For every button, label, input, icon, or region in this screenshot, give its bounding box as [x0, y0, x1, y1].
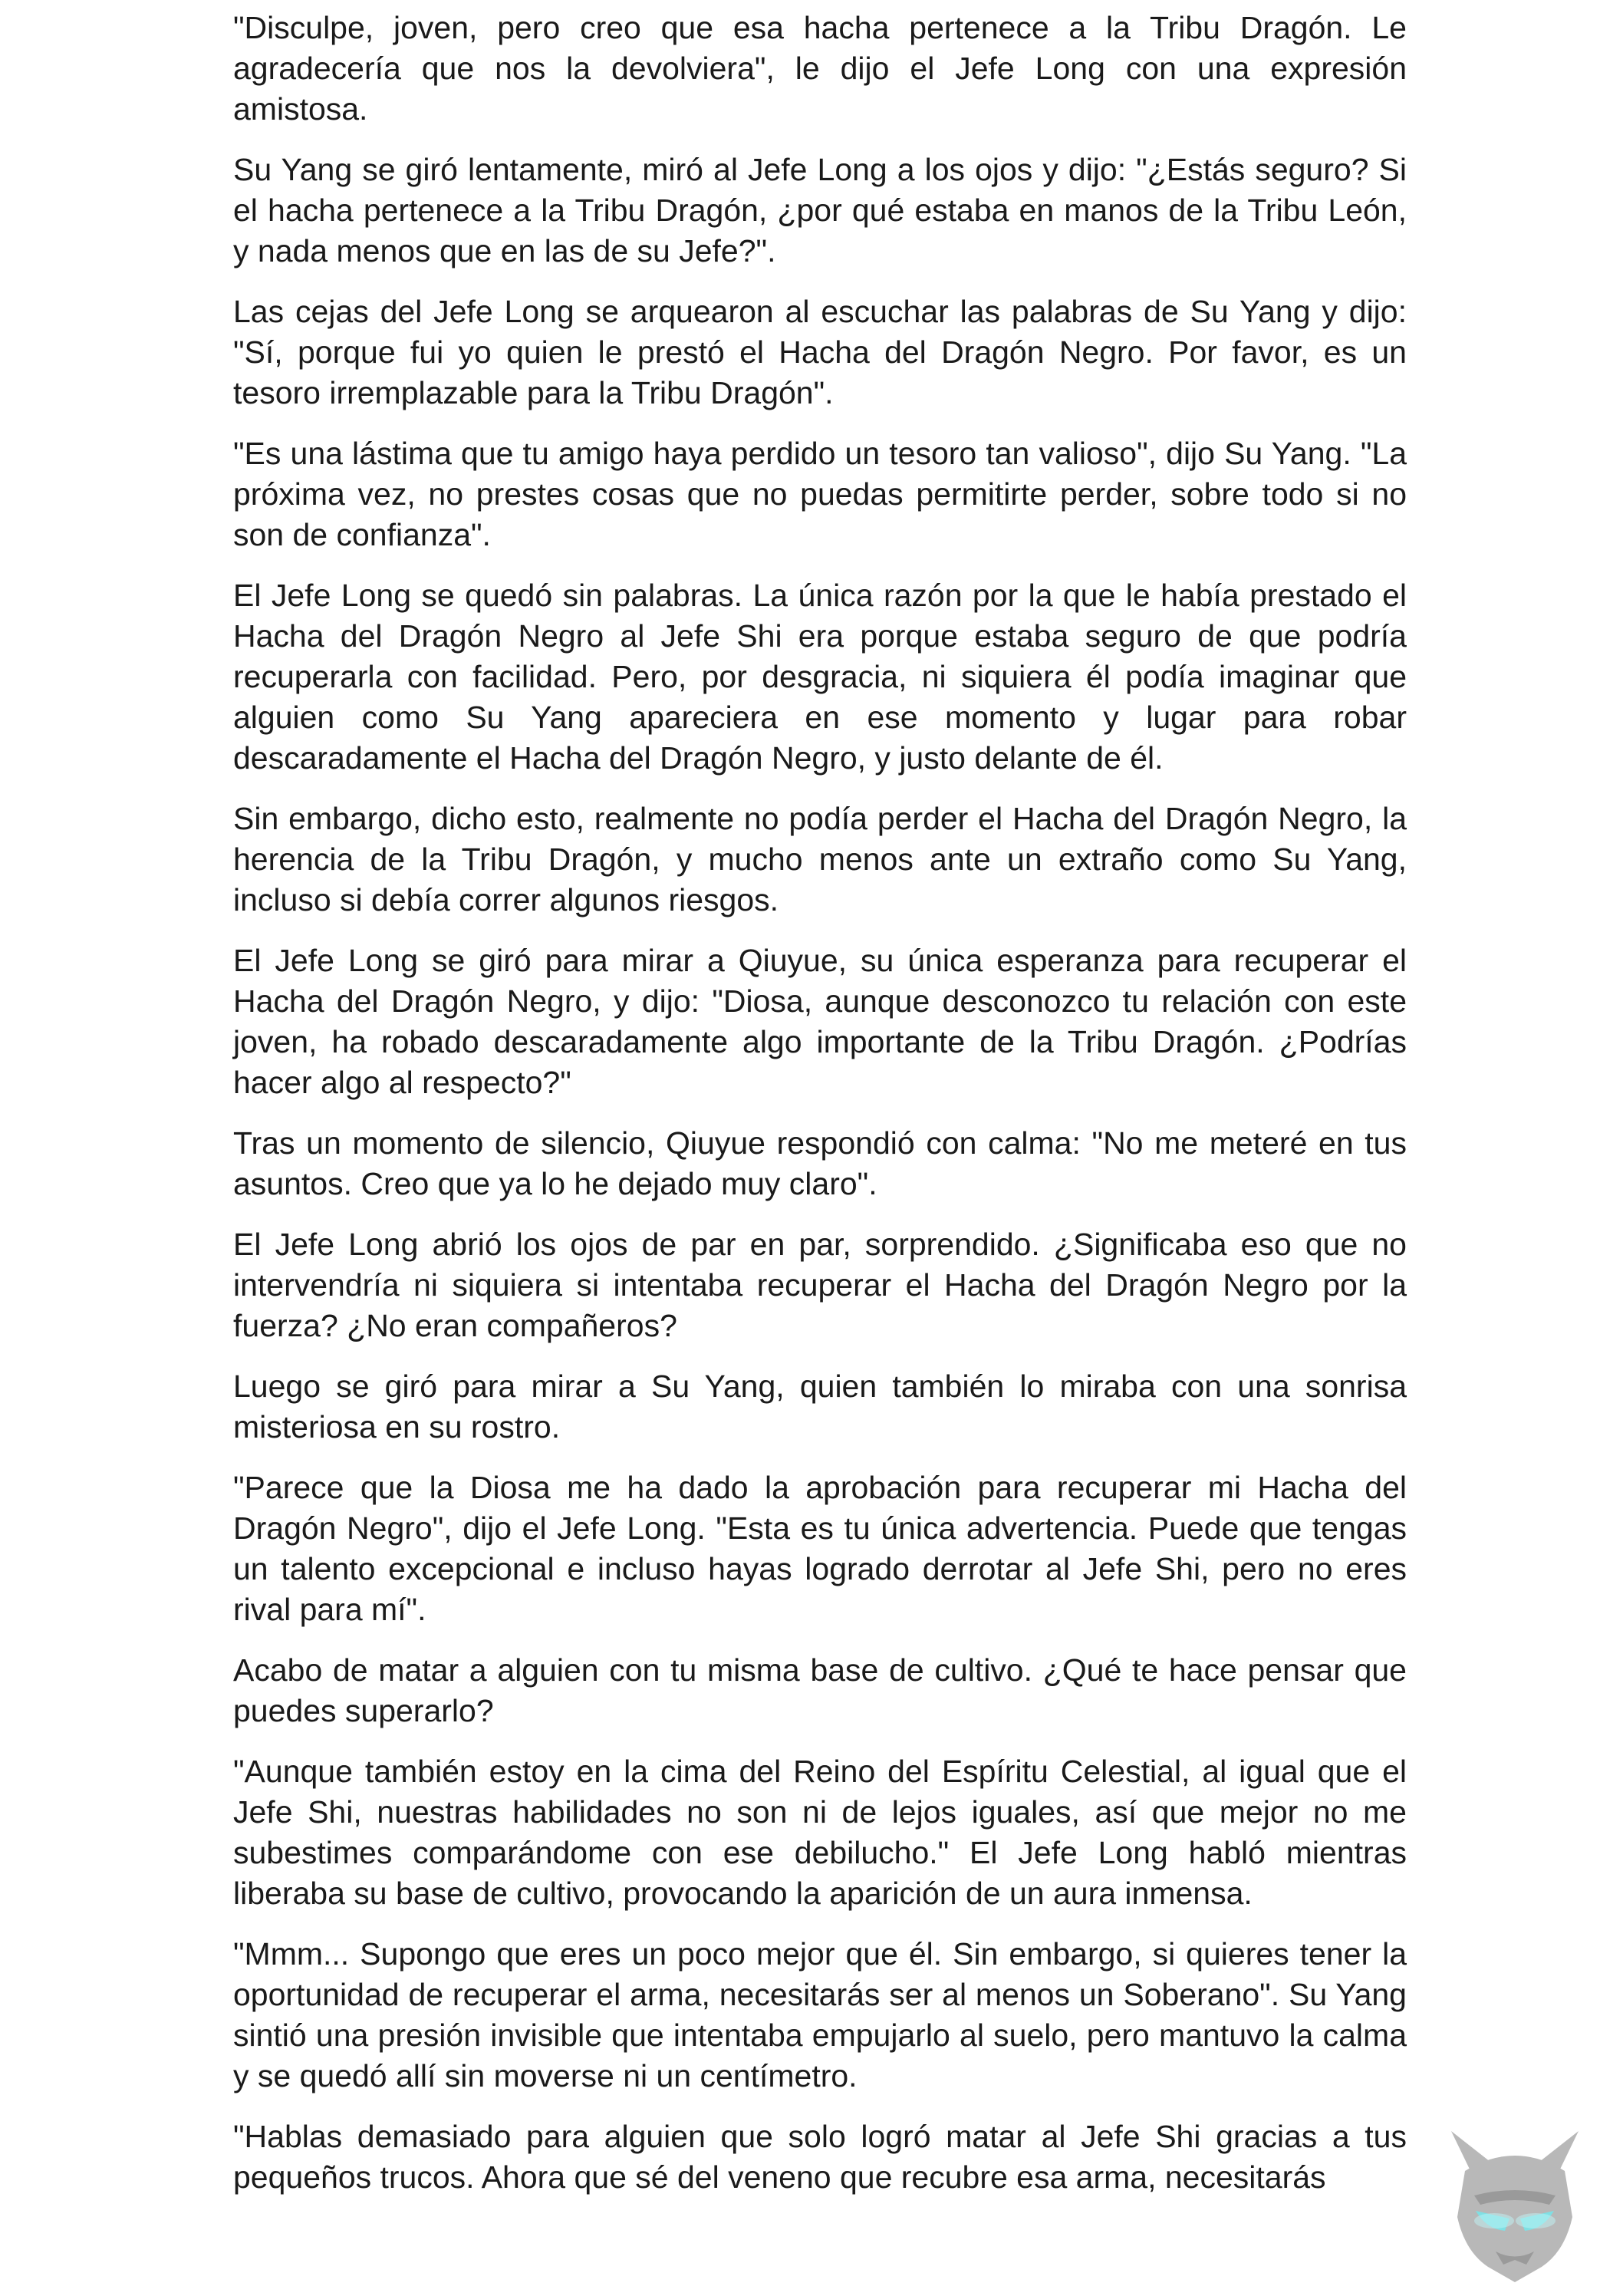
paragraph-7: El Jefe Long se giró para mirar a Qiuyue, su única esperanza para recuperar el Hacha del Dragón Negro, y dijo: "Diosa, aunque desconozco tu relación con este joven, ha robado descaradamente algo importante de la Tribu Dragón. ¿Podrías hacer algo al respecto?": [233, 943, 1407, 1100]
paragraph-11: "Parece que la Diosa me ha dado la aprobación para recuperar mi Hacha del Dragón Negro", dijo el Jefe Long. "Esta es tu única advertencia. Puede que tengas un talento excepcional e incluso hayas logrado derrotar al Jefe Shi, pero no eres rival para mí".: [233, 1470, 1407, 1627]
paragraph-10: Luego se giró para mirar a Su Yang, quien también lo miraba con una sonrisa misteriosa en su rostro.: [233, 1369, 1407, 1444]
paragraph-4: "Es una lástima que tu amigo haya perdido un tesoro tan valioso", dijo Su Yang. "La próxima vez, no prestes cosas que no puedas permitirte perder, sobre todo si no son de confianza".: [233, 436, 1407, 552]
demon-face: [1457, 2156, 1572, 2282]
paragraph-6: Sin embargo, dicho esto, realmente no podía perder el Hacha del Dragón Negro, la herencia de la Tribu Dragón, y mucho menos ante un extraño como Su Yang, incluso si debía correr algunos riesgos.: [233, 801, 1407, 917]
paragraph-8: Tras un momento de silencio, Qiuyue respondió con calma: "No me meteré en tus asuntos. Creo que ya lo he dejado muy claro".: [233, 1125, 1407, 1201]
paragraph-12: Acabo de matar a alguien con tu misma base de cultivo. ¿Qué te hace pensar que puedes superarlo?: [233, 1652, 1407, 1728]
document-page: [233, 8, 1407, 2218]
paragraph-14: "Mmm... Supongo que eres un poco mejor que él. Sin embargo, si quieres tener la oportunidad de recuperar el arma, necesitarás ser al menos un Soberano". Su Yang sintió una presión invisible que intentaba empujarlo al suelo, pero mantuvo la calma y se quedó allí sin moverse ni un centímetro.: [233, 1936, 1407, 2093]
paragraph-2: Su Yang se giró lentamente, miró al Jefe Long a los ojos y dijo: "¿Estás seguro? Si el hacha pertenece a la Tribu Dragón, ¿por qué estaba en manos de la Tribu León, y nada menos que en las de su Jefe?".: [233, 152, 1407, 268]
paragraph-13: "Aunque también estoy en la cima del Reino del Espíritu Celestial, al igual que el Jefe Shi, nuestras habilidades no son ni de lejos iguales, así que mejor no me subestimes comparándome con ese debilucho." El Jefe Long habló mientras liberaba su base de cultivo, provocando la aparición de un aura inmensa.: [233, 1754, 1407, 1911]
paragraph-9: El Jefe Long abrió los ojos de par en par, sorprendido. ¿Significaba eso que no intervendría ni siquiera si intentaba recuperar el Hacha del Dragón Negro por la fuerza? ¿No eran compañeros?: [233, 1227, 1407, 1343]
paragraph-1: "Disculpe, joven, pero creo que esa hacha pertenece a la Tribu Dragón. Le agradecería que nos la devolviera", le dijo el Jefe Long con una expresión amistosa.: [233, 10, 1407, 127]
paragraph-3: Las cejas del Jefe Long se arquearon al escuchar las palabras de Su Yang y dijo: "Sí, porque fui yo quien le prestó el Hacha del Dragón Negro. Por favor, es un tesoro irremplazable para la Tribu Dragón".: [233, 294, 1407, 410]
demon-head-icon: [1434, 2125, 1595, 2286]
paragraph-5: El Jefe Long se quedó sin palabras. La única razón por la que le había prestado el Hacha del Dragón Negro al Jefe Shi era porque estaba seguro de que podría recuperarla con facilidad. Pero, por desgracia, ni siquiera él podía imaginar que alguien como Su Yang apareciera en ese momento y lugar para robar descaradamente el Hacha del Dragón Negro, y justo delante de él.: [233, 578, 1407, 776]
paragraph-15: "Hablas demasiado para alguien que solo logró matar al Jefe Shi gracias a tus pequeños trucos. Ahora que sé del veneno que recubre esa arma, necesitarás: [233, 2119, 1407, 2195]
